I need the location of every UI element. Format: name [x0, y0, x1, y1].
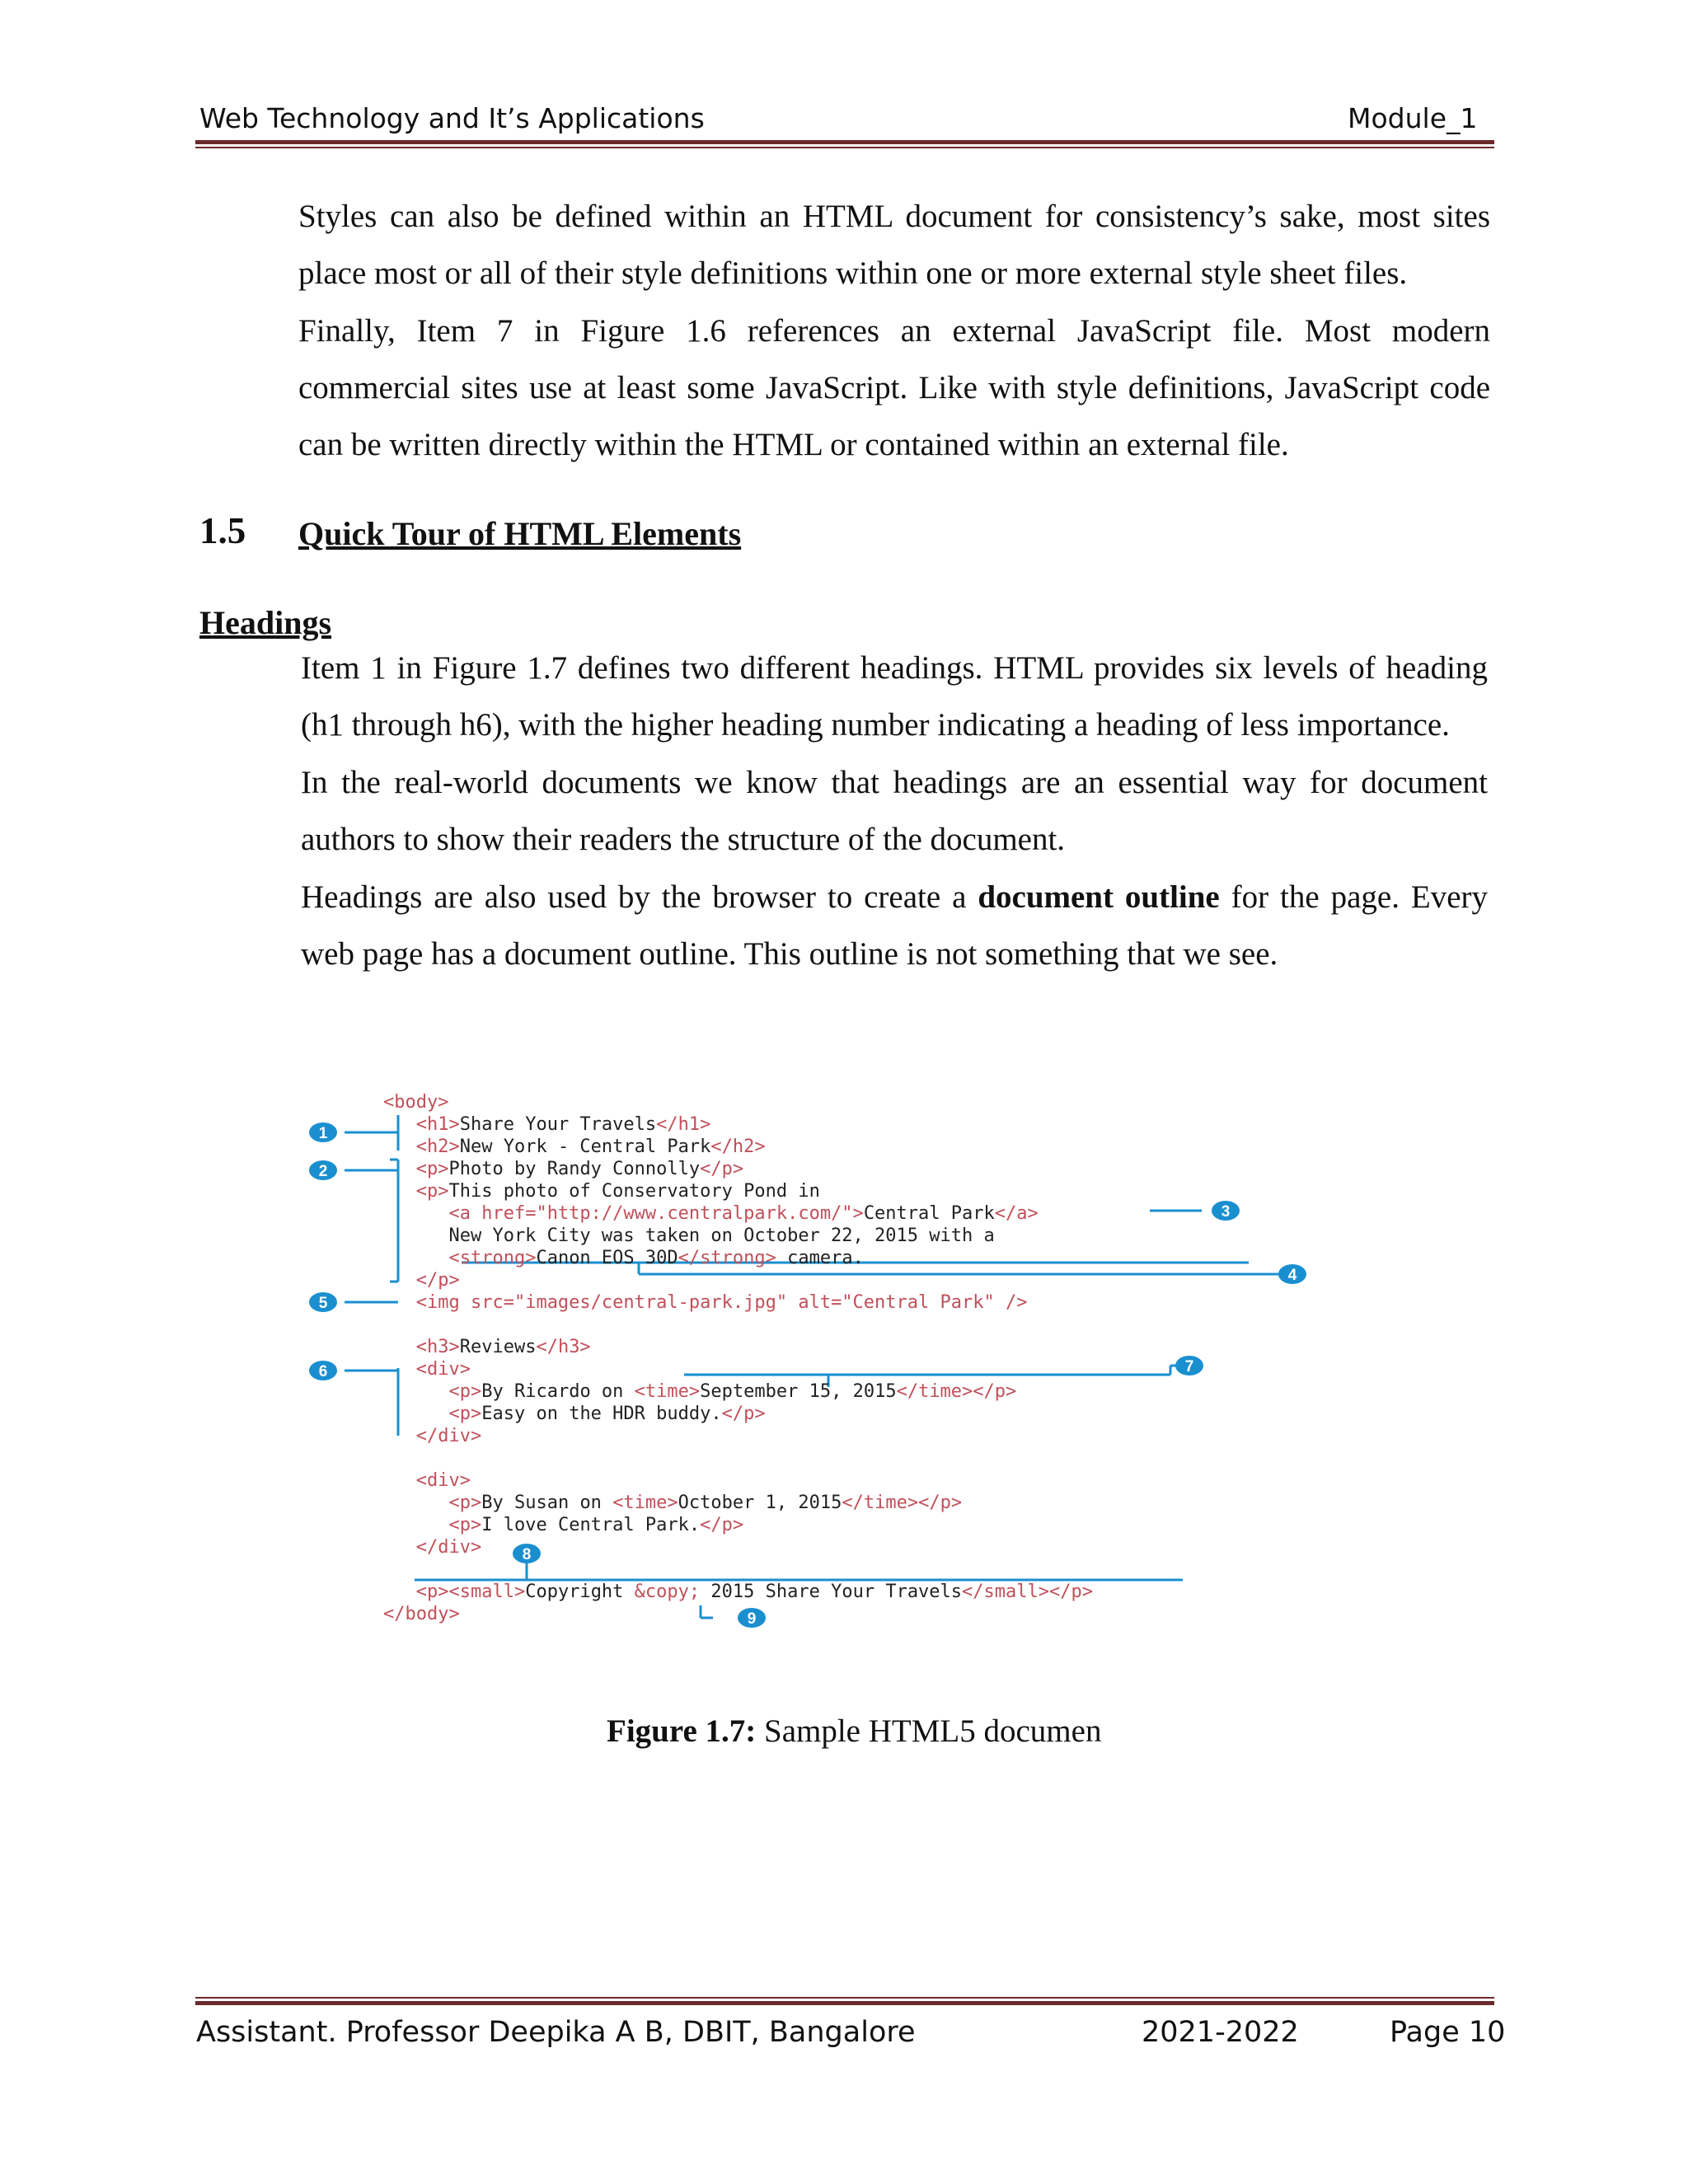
code-line: <h2>New York - Central Park</h2>: [415, 1137, 766, 1157]
svg-text:5: 5: [318, 1295, 328, 1312]
code-line: [383, 1314, 1093, 1336]
callout-badge-6: [309, 1361, 337, 1380]
figure-caption: [607, 1713, 1101, 1750]
code-line: <a href="http://www.centralpark.com/">Central Park</a>: [448, 1203, 1039, 1224]
figure-1-7: [297, 1076, 1297, 1636]
bullet-text: Item 1 in Figure 1.7 defines two different headings. HTML provides six levels of heading (h1 through h6), with the higher heading number indicating a heading of less importance.: [301, 650, 1488, 743]
code-line: </p>: [415, 1270, 460, 1291]
callout-badge-5: [309, 1292, 337, 1312]
bullet-text: Finally, Item 7 in Figure 1.6 references an external JavaScript file. Most modern commercial sites use at least some JavaScript. Like with style definitions, JavaScript code can be written directly within the HTML or contained within an external file.: [298, 313, 1490, 462]
bullet-text: Styles can also be defined within an HTML document for consistency’s sake, most sites place most or all of their style definitions within one or more external style sheet files.: [298, 199, 1490, 291]
code-line: </body>: [383, 1604, 460, 1624]
code-line: </div>: [415, 1537, 482, 1558]
code-line: <p>By Ricardo on <time>September 15, 2015</time></p>: [448, 1381, 1017, 1402]
bullet-text: In the real-world documents we know that headings are an essential way for document authors to show their readers the structure of the document.: [301, 765, 1488, 857]
header-rule-thin: [195, 147, 1494, 148]
code-line: <img src="images/central-park.jpg" alt="Central Park" />: [415, 1292, 1028, 1313]
callout-badge-4: [1278, 1264, 1306, 1284]
bold-term: document outline: [978, 879, 1220, 915]
svg-text:9: 9: [747, 1610, 757, 1628]
svg-text:1: 1: [318, 1125, 328, 1142]
callout-badge-2: [309, 1160, 337, 1180]
bullet-text-post: for the page. Every web page has a document outline. This outline is not something that we see.: [301, 879, 1489, 972]
code-line: <p>This photo of Conservatory Pond in: [415, 1181, 820, 1202]
code-line: [383, 1558, 1093, 1581]
code-line: <div>: [415, 1359, 471, 1380]
footer-page: Page 10: [1390, 2016, 1506, 2049]
code-line: <p>Photo by Randy Connolly</p>: [415, 1159, 744, 1179]
svg-text:8: 8: [522, 1546, 532, 1563]
callout-badge-7: [1175, 1356, 1203, 1376]
code-line: <p><small>Copyright &copy; 2015 Share Your Travels</small></p>: [415, 1582, 1093, 1602]
header-title: Web Technology and It’s Applications: [199, 102, 705, 134]
bullet-text-pre: Headings are also used by the browser to create a: [301, 879, 978, 915]
svg-text:3: 3: [1221, 1203, 1231, 1221]
callout-badge-1: [309, 1122, 337, 1142]
code-line: <p>By Susan on <time>October 1, 2015</time></p>: [448, 1493, 963, 1513]
footer-rule-thin: [195, 1997, 1494, 1999]
footer-year: 2021-2022: [1142, 2016, 1299, 2049]
code-line: <strong>Canon EOS 30D</strong> camera.: [448, 1248, 864, 1268]
svg-text:2: 2: [318, 1163, 328, 1180]
svg-text:4: 4: [1287, 1267, 1297, 1284]
callout-badge-3: [1212, 1201, 1240, 1221]
footer-author: Assistant. Professor Deepika A B, DBIT, Bangalore: [196, 2016, 916, 2049]
svg-text:7: 7: [1184, 1358, 1194, 1376]
code-line: [383, 1447, 1093, 1469]
section-number: 1.5: [199, 510, 246, 551]
code-line: <body>: [383, 1092, 449, 1113]
header-module: Module_1: [1348, 102, 1478, 134]
footer-rule: [195, 2001, 1494, 2005]
caption-text: Sample HTML5 documen: [756, 1713, 1102, 1749]
header-rule: [195, 140, 1494, 144]
code-line: New York City was taken on October 22, 2015 with a: [383, 1226, 995, 1246]
svg-text:6: 6: [318, 1363, 328, 1380]
code-line: <p>I love Central Park.</p>: [448, 1515, 744, 1535]
code-listing: [383, 1091, 1093, 1625]
caption-label: Figure 1.7:: [607, 1713, 757, 1749]
subheading: Headings: [199, 604, 332, 641]
code-line: </div>: [415, 1426, 482, 1446]
code-line: <p>Easy on the HDR buddy.</p>: [448, 1404, 766, 1424]
section-title: Quick Tour of HTML Elements: [298, 515, 742, 552]
code-line: <h3>Reviews</h3>: [415, 1337, 591, 1357]
code-line: <h1>Share Your Travels</h1>: [415, 1114, 711, 1135]
bullet-text: [301, 869, 1488, 982]
code-line: <div>: [415, 1470, 471, 1491]
